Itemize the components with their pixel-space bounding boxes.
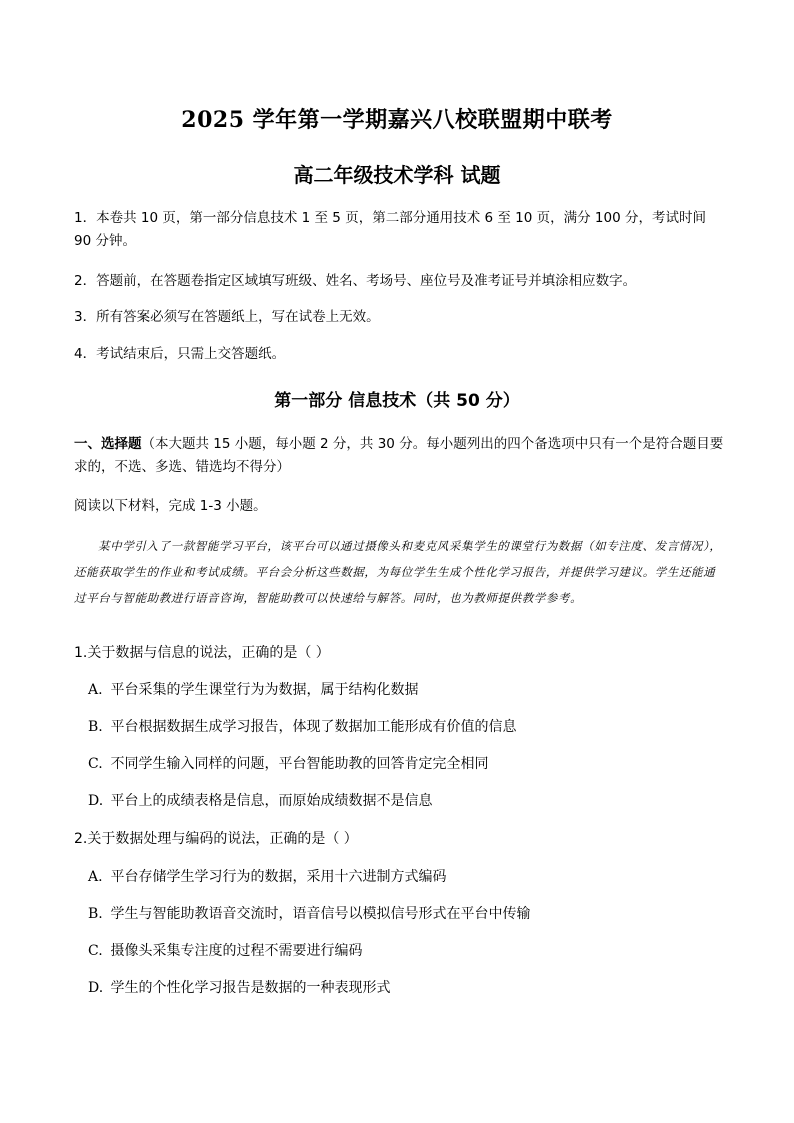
- option-text: 平台采集的学生课堂行为为数据，属于结构化数据: [110, 682, 419, 698]
- part-instruction: [74, 433, 726, 479]
- option-text: 平台根据数据生成学习报告，体现了数据加工能形成有价值的信息: [110, 719, 517, 735]
- question-1-option-a: [88, 679, 724, 701]
- question-2-option-a: [88, 866, 724, 888]
- option-text: 不同学生输入同样的问题，平台智能助教的回答肯定完全相同: [110, 756, 489, 772]
- part-instruction-text: （本大题共 15 小题，每小题 2 分，共 30 分。每小题列出的四个备选项中只有一个是符合题目要求的，不选、多选、错选均不得分）: [74, 436, 724, 475]
- exam-title: 2025 学年第一学期嘉兴八校联盟期中联考: [181, 107, 613, 133]
- option-letter: D.: [88, 793, 104, 809]
- option-text: 摄像头采集专注度的过程不需要进行编码: [110, 943, 363, 959]
- question-1-stem: 1.关于数据与信息的说法，正确的是（ ）: [74, 645, 330, 661]
- question-1-option-c: [88, 753, 724, 775]
- option-letter: D.: [88, 980, 104, 996]
- option-letter: C.: [88, 756, 103, 772]
- option-text: 学生与智能助教语音交流时，语音信号以模拟信号形式在平台中传输: [110, 906, 531, 922]
- exam-subtitle: 高二年级技术学科 试题: [293, 163, 501, 187]
- notice-item-4: 4．考试结束后，只需上交答题纸。: [74, 346, 286, 362]
- question-2-option-b: [88, 903, 724, 925]
- notice-item-1: 1．本卷共 10 页，第一部分信息技术 1 至 5 页，第二部分通用技术 6 至 10 页，满分 100 分，考试时间 90 分钟。: [74, 210, 706, 249]
- option-letter: A.: [88, 869, 103, 885]
- option-letter: B.: [88, 719, 103, 735]
- notice-item-3: 3．所有答案必须写在答题纸上，写在试卷上无效。: [74, 309, 380, 325]
- question-1-option-b: [88, 716, 724, 738]
- option-letter: B.: [88, 906, 103, 922]
- read-prompt: 阅读以下材料，完成 1-3 小题。: [74, 498, 267, 514]
- question-2-option-c: [88, 940, 724, 962]
- notice-item-2: 2．答题前，在答题卷指定区域填写班级、姓名、考场号、座位号及准考证号并填涂相应数字。: [74, 273, 637, 289]
- section-title: 第一部分 信息技术（共 50 分）: [274, 391, 520, 411]
- question-2-stem: 2.关于数据处理与编码的说法，正确的是（ ）: [74, 831, 358, 847]
- question-1-option-d: [88, 790, 724, 812]
- option-letter: C.: [88, 943, 103, 959]
- option-letter: A.: [88, 682, 103, 698]
- option-text: 平台存储学生学习行为的数据，采用十六进制方式编码: [110, 869, 447, 885]
- option-text: 平台上的成绩表格是信息，而原始成绩数据不是信息: [110, 793, 433, 809]
- reading-material: 某中学引入了一款智能学习平台，该平台可以通过摄像头和麦克风采集学生的课堂行为数据（如专注度、发言情况），还能获取学生的作业和考试成绩。平台会分析这些数据，为每位学生生成个性化学习报告，并提供学习建议。学生还能通过平台与智能助教进行语音咨询，智能助教可以快速给与解答。同时，也为教师提供教学参考。: [74, 539, 722, 605]
- option-text: 学生的个性化学习报告是数据的一种表现形式: [110, 980, 391, 996]
- question-2-option-d: [88, 977, 724, 999]
- part-heading: 一、选择题: [74, 436, 142, 452]
